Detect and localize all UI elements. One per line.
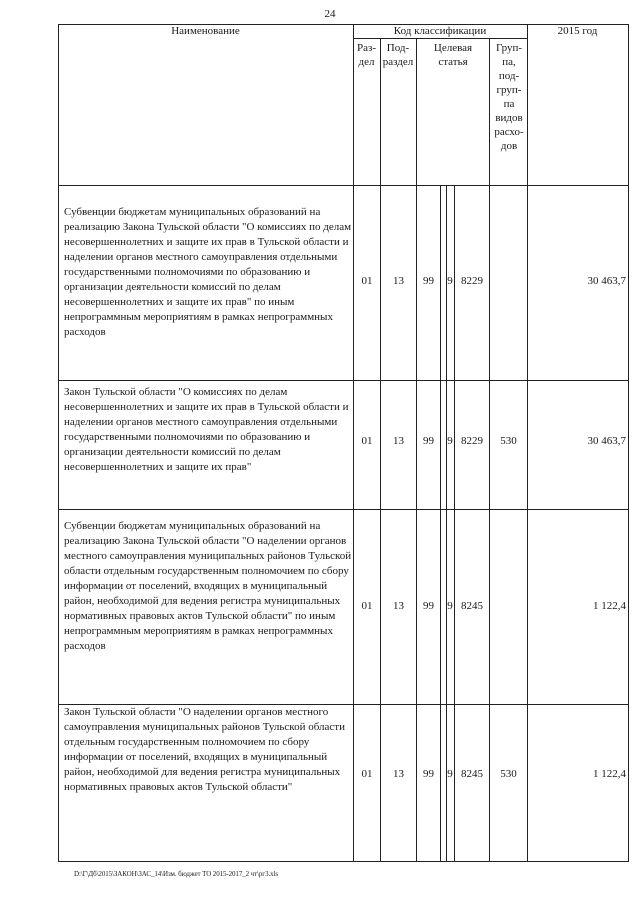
col-border-type [527,24,528,862]
row-target-sub: 9 [447,768,453,780]
row-section: 01 [361,768,373,780]
row-divider [58,509,629,510]
header-subsection: Под- раздел [382,42,414,68]
row-section: 01 [361,435,373,447]
row-name: Субвенции бюджетам муниципальных образований на реализацию Закона Тульской области "О наделении органов местного самоуправления муниципальных районов Тульской области отдельным государственным полномочием по сбору информации от поселений, входящих в муниципальный район, необходимой для ведения регистра муниципальных нормативных правовых актов Тульской области" по иным непрограммным мероприятиям в рамках непрограммных расходов [64,520,352,652]
row-subsection: 13 [393,435,404,447]
row-target-code: 8245 [461,768,483,780]
col-border-target [489,38,490,862]
col-border-subsection [416,38,417,862]
header-bottom-border [58,185,629,186]
row-name: Закон Тульской области "О наделении органов местного самоуправления муниципальных районов Тульской области отдельным государственным полномочием по сбору информации от поселений, входящих в муниципальный район, необходимой для ведения регистра муниципальных нормативных правовых актов Тульской области" [64,706,345,793]
col-border-section [380,38,381,862]
row-target-program: 99 [423,435,434,447]
col-border-left [58,24,59,862]
row-name: Субвенции бюджетам муниципальных образований на реализацию Закона Тульской области "О комиссиях по делам несовершеннолетних и защите их прав в Тульской области и наделении органов местного самоуправления отдельными государственными полномочиями по образованию и организации деятельности комиссий по делам несовершеннолетних и защите их прав" по иным непрограммным мероприятиям в рамках непрограммных расходов [64,206,352,338]
page-number: 24 [324,8,336,20]
row-target-program: 99 [423,275,434,287]
header-section: Раз- дел [356,42,376,68]
row-name: Закон Тульской области "О комиссиях по делам несовершеннолетних и защите их прав в Тульской области и наделении органов местного самоуправления отдельными государственными полномочиями по образованию и организации деятельности комиссий по делам несовершеннолетних и защите их прав" [64,386,349,473]
row-subsection: 13 [393,600,404,612]
row-target-sub: 9 [447,435,453,447]
budget-table [58,24,629,862]
col-border-cs-a [440,185,441,861]
header-code-group: Код классификации [393,25,487,37]
row-amount: 1 122,4 [593,768,626,780]
row-section: 01 [361,600,373,612]
row-target-code: 8229 [461,275,483,287]
header-expense-type: Груп- па, под- груп- па видов расхо- дов [494,42,524,152]
row-target-sub: 9 [447,600,453,612]
row-target-program: 99 [423,768,434,780]
table-bottom-border [58,861,629,862]
row-subsection: 13 [393,768,404,780]
row-subsection: 13 [393,275,404,287]
row-amount: 1 122,4 [593,600,626,612]
row-divider [58,380,629,381]
row-target-program: 99 [423,600,434,612]
row-expense-type: 530 [500,435,517,447]
row-amount: 30 463,7 [587,275,626,287]
row-amount: 30 463,7 [587,435,626,447]
row-target-code: 8245 [461,600,483,612]
header-target: Целевая статья [433,42,473,68]
header-year: 2015 год [557,25,598,37]
file-path-footer: D:\Г\Дб\2015\ЗАКОН\ЗАС_14\Изм. бюджет ТО 2015-2017_2 чт\рг3.xls [74,870,278,878]
col-border-right [628,24,629,862]
header-name: Наименование [171,25,240,37]
row-section: 01 [361,275,373,287]
row-target-sub: 9 [447,275,453,287]
row-expense-type: 530 [500,768,517,780]
row-target-code: 8229 [461,435,483,447]
